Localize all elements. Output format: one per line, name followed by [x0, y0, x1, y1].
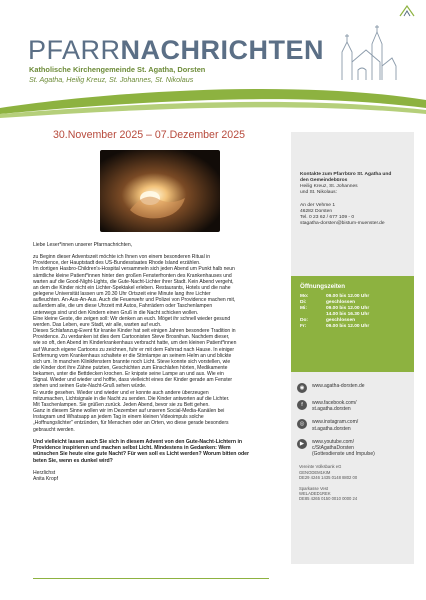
article-line: zu Beginn dieser Adventszeit möchte ich Ihnen von einem besonderen Ritual in	[33, 254, 211, 261]
bank-line: DE29 4246 1435 0148 8802 00	[299, 475, 358, 481]
footer-divider	[33, 578, 269, 579]
article-line: werden. Das Leben, eure Stadt, wir alle, warten auf euch.	[33, 321, 162, 328]
newsletter-title	[28, 37, 324, 64]
instagram-icon: ◎	[297, 419, 307, 429]
article-line: Im dortigen Hasbro-Children's-Hospital versammeln sich jeden Abend um Punkt halb neun	[33, 266, 235, 273]
youtube-icon: ▶	[297, 439, 307, 449]
link-text: st.agatha.dorsten	[312, 425, 351, 432]
article-line: bekamen, unter die Bettdecken krochen. Er knipste seine Lampe an und aus. Wie ein	[33, 371, 224, 378]
article-line: Er wurde gesehen. Wieder und wieder und er konnte auch andere überzeugen	[33, 389, 209, 396]
hours-time: 14.00 bis 16.30 Uhr	[326, 311, 370, 317]
article-line: gelegene Universität lassen um 20.30 Uhr Ortszeit eine Minute lang ihre Lichter	[33, 291, 211, 298]
opening-hours-box	[291, 276, 414, 372]
link-text: www.agatha-dorsten.de	[312, 383, 365, 389]
hours-time: 09.00 bis 12.00 Uhr	[326, 323, 370, 329]
article-line: Mit Taschenlampen. Sie grüßen zurück. Jeden Abend, bevor sie zu Bett gehen.	[33, 401, 210, 408]
hours-day: Mo:	[300, 294, 309, 299]
contact-subtitle-line: und St. Nikolaus:	[300, 190, 337, 196]
bank-line: DE85 4265 0150 0010 0000 24	[299, 496, 358, 502]
link-text: c/StAgathaDorsten	[312, 445, 354, 452]
article-line: Signal. Wieder und wieder und hoffte, dass vielleicht eines der Kinder gerade am Fenster	[33, 377, 233, 384]
article-line: wie so oft, den Abend im Kinderkrankenhaus verbracht hatte, um den kleinen Patient*innen	[33, 340, 237, 347]
contact-title-line: Kontakte zum Pfarrbüro St. Agatha und	[300, 172, 392, 177]
link-text: www.youtube.com/	[312, 438, 354, 445]
contact-box	[291, 132, 414, 276]
globe-icon: ◉	[297, 383, 307, 393]
article-line: Instagram und Whatsapp an jedem Tag in einem kleinen Videoimpuls solche	[33, 414, 204, 421]
parish-name: Katholische Kirchengemeinde St. Agatha, Dorsten	[29, 65, 206, 74]
address-line: An der Vehme 1	[300, 203, 336, 209]
facebook-link[interactable]	[297, 400, 414, 412]
candle-hands-photo	[100, 150, 220, 232]
article-line: sämtliche kleine Patient*innen hinter den großen Fensterfronten des Krankenhauses und	[33, 272, 232, 279]
article-line: mitzumachen, Lichtsignale in die Nacht zu senden. Die Kinder antworten auf die Lichter.	[33, 395, 230, 402]
article-line: gebraucht werden.	[33, 426, 75, 433]
instagram-link[interactable]	[297, 419, 414, 431]
bold-line: Und vielleicht lassen auch Sie sich in diesem Advent von den Gute-Nacht-Lichtern in	[33, 438, 243, 445]
address-line: 46282 Dorsten	[300, 209, 333, 215]
article-line: an dem die Kinder nicht ein Lichter-Spektakel erleben. Restaurants, Hotels und die nahe	[33, 284, 231, 291]
website-link[interactable]	[297, 383, 414, 393]
hours-time: 09.00 bis 12.00 Uhr	[326, 305, 370, 311]
article-line: Eine kleine Geste, die zeigen soll: Wir denken an euch. Möget ihr schnell wieder gesund	[33, 315, 231, 322]
bank-line: Sparkasse Vest	[299, 485, 329, 491]
opening-hours-title: Öffnungszeiten	[300, 283, 346, 290]
corner-logo-icon	[398, 4, 416, 18]
hours-day: Do:	[300, 317, 308, 323]
bank-details	[299, 464, 414, 501]
article-line: Ganz in diesem Sinne wollen wir im Dezember auf unseren Social-Media-Kanälen bei	[33, 408, 225, 415]
article-line: Entfernung vom Krankenhaus schaltete er die Stirnlampe an seinem Helm an und blickte	[33, 352, 232, 359]
article-line: sich um. In manchen Klinikfenstern brannte noch Licht. Steve konnte sich vorstellen, wie	[33, 358, 231, 365]
hours-day: Di:	[300, 299, 307, 305]
link-text: www.facebook.com/	[312, 400, 357, 406]
email-link[interactable]: stagatha-dorsten@bistum-muenster.de	[300, 221, 385, 227]
article-line: außerdem alle, die um diese Uhrzeit mit Autos, Fahrrädern oder Taschenlampen	[33, 303, 213, 310]
article-line: auf Wunsch eigene Cartoons zu zeichnen, fuhr er mit dem Fahrrad nach Hause. In einiger	[33, 346, 235, 353]
header-swoosh	[0, 70, 426, 118]
date-range: 30.November 2025 – 07.Dezember 2025	[53, 129, 245, 141]
hours-time: 09.00 bis 12.00 Uhr	[326, 294, 370, 299]
contact-subtitle-line: Heilig Kreuz, St. Johannes	[300, 184, 358, 189]
contact-title-line: den Gemeindebüros	[300, 178, 348, 183]
article-line: unterwegs sind und den Kindern einen Gruß in die Nacht schicken wollen.	[33, 309, 199, 316]
header	[0, 0, 426, 118]
link-text: www.instagram.com/	[312, 419, 359, 426]
article-line: aufleuchten. An-Aus-An-Aus. Auch die Feuerwehr und Polizei von Providence machen mit,	[33, 297, 236, 304]
title-part-2: NACHRICHTEN	[120, 35, 325, 65]
phone-number: Tel. 0 23 62 / 677 109 - 0	[300, 215, 355, 221]
article-line: „Hoffnungslichter" entzünden, für Menschen oder an Orten, wo diese gerade besonders	[33, 420, 229, 427]
bold-line: wünschen Sie heute eine gute Nacht? Für wen soll es Licht werden? Worum bitten oder	[33, 451, 250, 458]
hours-day: Mi:	[300, 305, 307, 311]
links-box	[291, 372, 414, 564]
hours-day: Fr:	[300, 323, 307, 329]
link-text: st.agatha.dorsten	[312, 406, 351, 413]
bank-line: GENODEM1KIM	[299, 469, 331, 475]
parish-churches: St. Agatha, Heilig Kreuz, St. Johannes, St. Nikolaus	[29, 75, 194, 84]
article-line: warten auf die Good-Night-Lights, die Gute-Nacht-Lichter ihrer Stadt. Kein Abend vergeht,	[33, 278, 234, 285]
article-line: Providence. Zu verdanken ist dies dem Cartoonisten Steve Brosnihan. Nachdem dieser,	[33, 334, 230, 341]
facebook-icon: f	[297, 400, 307, 410]
hours-row	[300, 324, 414, 330]
youtube-link[interactable]	[297, 439, 414, 458]
title-part-1: PFARR	[28, 35, 121, 65]
article-line: die Kinder dort ihre Zähne putzten, Geschichten zum Einschlafen hörten, Medikamente	[33, 364, 228, 371]
link-text: (Gottesdienste und Impulse)	[312, 451, 375, 458]
bold-line: beten Sie, wenn es dunkel wird?	[33, 457, 113, 464]
bold-line: Providence inspirieren und machen selbst Licht. Mindestens in Gedanken: Wem	[33, 444, 231, 451]
article	[33, 242, 269, 482]
bank-line: Vereinte Volksbank eG	[299, 464, 342, 470]
article-line: Dieses Schlafanzug-Event für kranke Kinder hat seit einigen Jahren besondere Tradition in	[33, 328, 236, 335]
closing: Herzlichst	[33, 469, 56, 476]
greeting: Liebe Leser*innen unserer Pfarrnachrichten,	[33, 242, 133, 248]
hours-time: geschlossen	[326, 299, 356, 305]
article-line: stehen und seinen Gute-Nacht-Gruß sehen würde.	[33, 383, 147, 390]
signature: Anita Kropf	[33, 476, 58, 483]
hours-time: geschlossen	[326, 317, 356, 323]
bank-line: WELADED1REK	[299, 491, 331, 497]
article-line: Providence, der Hauptstadt des US-Bundesstaates Rhode Island erzählen.	[33, 260, 201, 267]
